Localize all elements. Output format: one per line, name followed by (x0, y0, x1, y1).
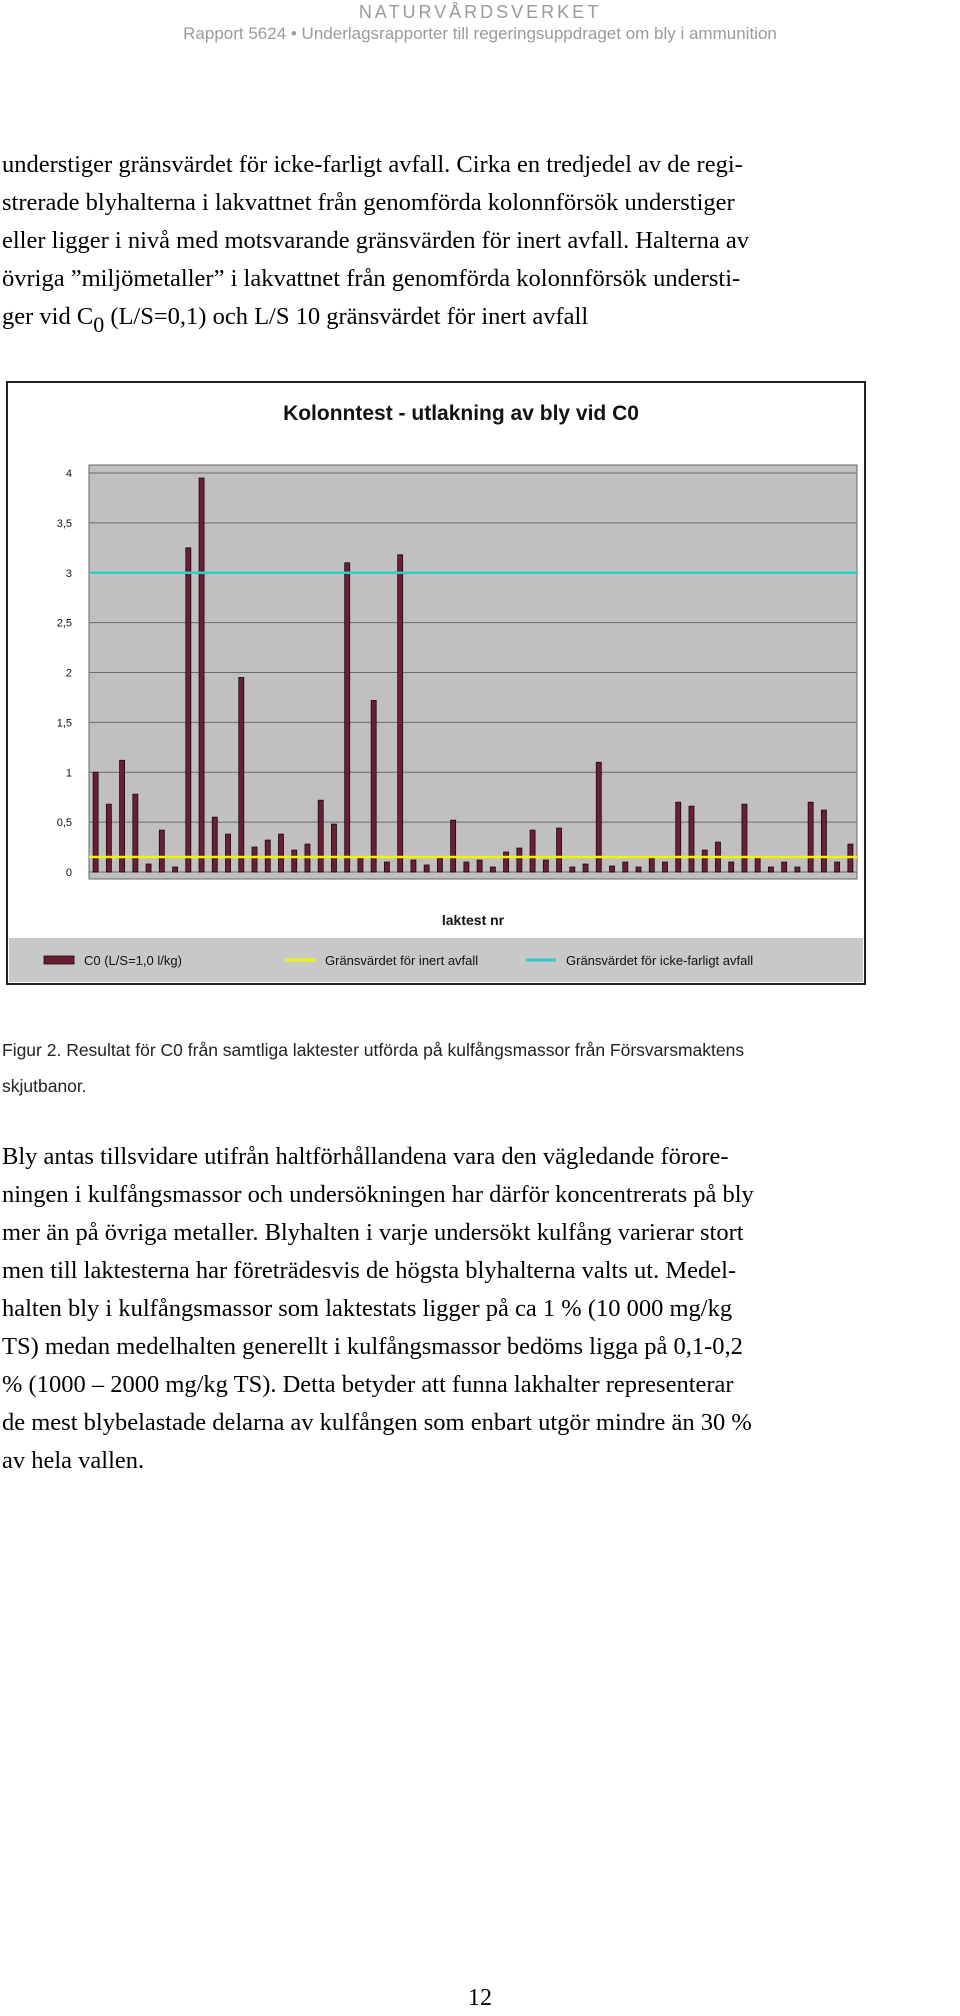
bar (623, 862, 628, 872)
bar (437, 858, 442, 872)
y-tick-label: 1,5 (56, 717, 72, 730)
paragraph-line: övriga ”miljömetaller” i lakvattnet från genomförda kolonnförsök understi- (2, 265, 741, 292)
paragraph-line (2, 298, 944, 344)
legend (9, 938, 863, 982)
x-axis-label: laktest nr (441, 912, 505, 928)
bar (742, 804, 747, 872)
paragraph-line: de mest blybelastade delarna av kulfången som enbart utgör mindre än 30 % (2, 1409, 752, 1436)
bar (795, 867, 800, 872)
bar (821, 810, 826, 872)
bar (530, 830, 535, 872)
bar (755, 858, 760, 872)
bar (186, 548, 191, 872)
bar (358, 858, 363, 872)
chart-title: Kolonntest - utlakning av bly vid C0 (283, 402, 639, 425)
bar (662, 862, 667, 872)
bar (649, 858, 654, 872)
bar (120, 760, 125, 872)
bar (464, 862, 469, 872)
bar (782, 862, 787, 872)
bar (411, 860, 416, 872)
line-text: ger vid C (2, 303, 94, 330)
bar (557, 828, 562, 872)
bar (729, 862, 734, 872)
line-text: (L/S=0,1) och L/S 10 gränsvärdet för inert avfall (104, 303, 589, 330)
bar (226, 834, 231, 872)
bar (199, 478, 204, 872)
bar (318, 800, 323, 872)
caption-line: skjutbanor. (2, 1076, 87, 1096)
chart-figure (6, 381, 866, 985)
bar (504, 852, 509, 872)
bar (768, 867, 773, 872)
bar (239, 677, 244, 872)
y-tick-label: 0 (65, 867, 72, 879)
bar (808, 802, 813, 872)
bar (424, 865, 429, 872)
bar (292, 850, 297, 872)
y-tick-label: 2,5 (56, 617, 72, 630)
paragraph-line: TS) medan medelhalten generellt i kulfångsmassor bedöms ligga på 0,1-0,2 (2, 1333, 743, 1360)
figure-caption (2, 1032, 952, 1104)
paragraph-line: Bly antas tillsvidare utifrån haltförhållandena vara den vägledande förore- (2, 1143, 729, 1170)
paragraph-line: men till laktesterna har företrädesvis de högsta blyhalterna valts ut. Medel- (2, 1257, 737, 1284)
bar (835, 862, 840, 872)
bar (610, 866, 615, 872)
bar (517, 848, 522, 872)
bar (106, 804, 111, 872)
bar (133, 794, 138, 872)
paragraph-line: eller ligger i nivå med motsvarande gränsvärden för inert avfall. Halterna av (2, 227, 749, 254)
bar (596, 762, 601, 872)
paragraph-intro (2, 146, 944, 344)
bar (278, 834, 283, 872)
bar (636, 867, 641, 872)
y-tick-label: 3 (65, 567, 72, 580)
y-tick-label: 1 (65, 767, 72, 780)
subscript: 0 (93, 312, 105, 337)
paragraph-line: ningen i kulfångsmassor och undersökningen har därför koncentrerats på bly (2, 1181, 754, 1208)
legend-swatch (44, 956, 74, 964)
page-number: 12 (468, 1985, 492, 2011)
y-tick-label: 2 (65, 667, 72, 680)
bar (331, 824, 336, 872)
bar (689, 806, 694, 872)
paragraph-body (2, 1138, 944, 1480)
y-tick-label: 0,5 (56, 817, 72, 830)
bar-chart (6, 381, 866, 985)
legend-label: C0 (L/S=1,0 l/kg) (84, 953, 182, 968)
y-tick-label: 4 (65, 468, 72, 480)
bar (371, 700, 376, 872)
bar (451, 820, 456, 872)
bar (570, 867, 575, 872)
bar (173, 867, 178, 872)
bar (345, 563, 350, 872)
bar (490, 867, 495, 872)
bar (702, 850, 707, 872)
paragraph-line: % (1000 – 2000 mg/kg TS). Detta betyder att funna lakhalter representerar (2, 1371, 734, 1398)
bar (159, 830, 164, 872)
paragraph-line: halten bly i kulfångsmassor som laktestats ligger på ca 1 % (10 000 mg/kg (2, 1295, 733, 1322)
caption-line: Figur 2. Resultat för C0 från samtliga laktester utförda på kulfångsmassor från Försvarsmaktens (2, 1040, 745, 1060)
paragraph-line: mer än på övriga metaller. Blyhalten i varje undersökt kulfång varierar stort (2, 1219, 744, 1246)
bar (477, 860, 482, 872)
paragraph-line: strerade blyhalterna i lakvattnet från genomförda kolonnförsök understiger (2, 189, 735, 216)
paragraph-line: av hela vallen. (2, 1447, 145, 1474)
legend-label: Gränsvärdet för inert avfall (325, 953, 479, 968)
bar (543, 860, 548, 872)
paragraph-line: understiger gränsvärdet för icke-farligt avfall. Cirka en tredjedel av de regi- (2, 151, 743, 178)
bar (146, 864, 151, 872)
y-tick-label: 3,5 (56, 517, 72, 530)
report-title: Rapport 5624 • Underlagsrapporter till regeringsuppdraget om bly i ammunition (183, 24, 777, 43)
bar (212, 817, 217, 872)
bar (583, 864, 588, 872)
publisher-name: NATURVÅRDSVERKET (358, 2, 602, 22)
bar (398, 555, 403, 872)
bar (676, 802, 681, 872)
bar (252, 847, 257, 872)
legend-label: Gränsvärdet för icke-farligt avfall (566, 953, 754, 968)
bar (384, 862, 389, 872)
